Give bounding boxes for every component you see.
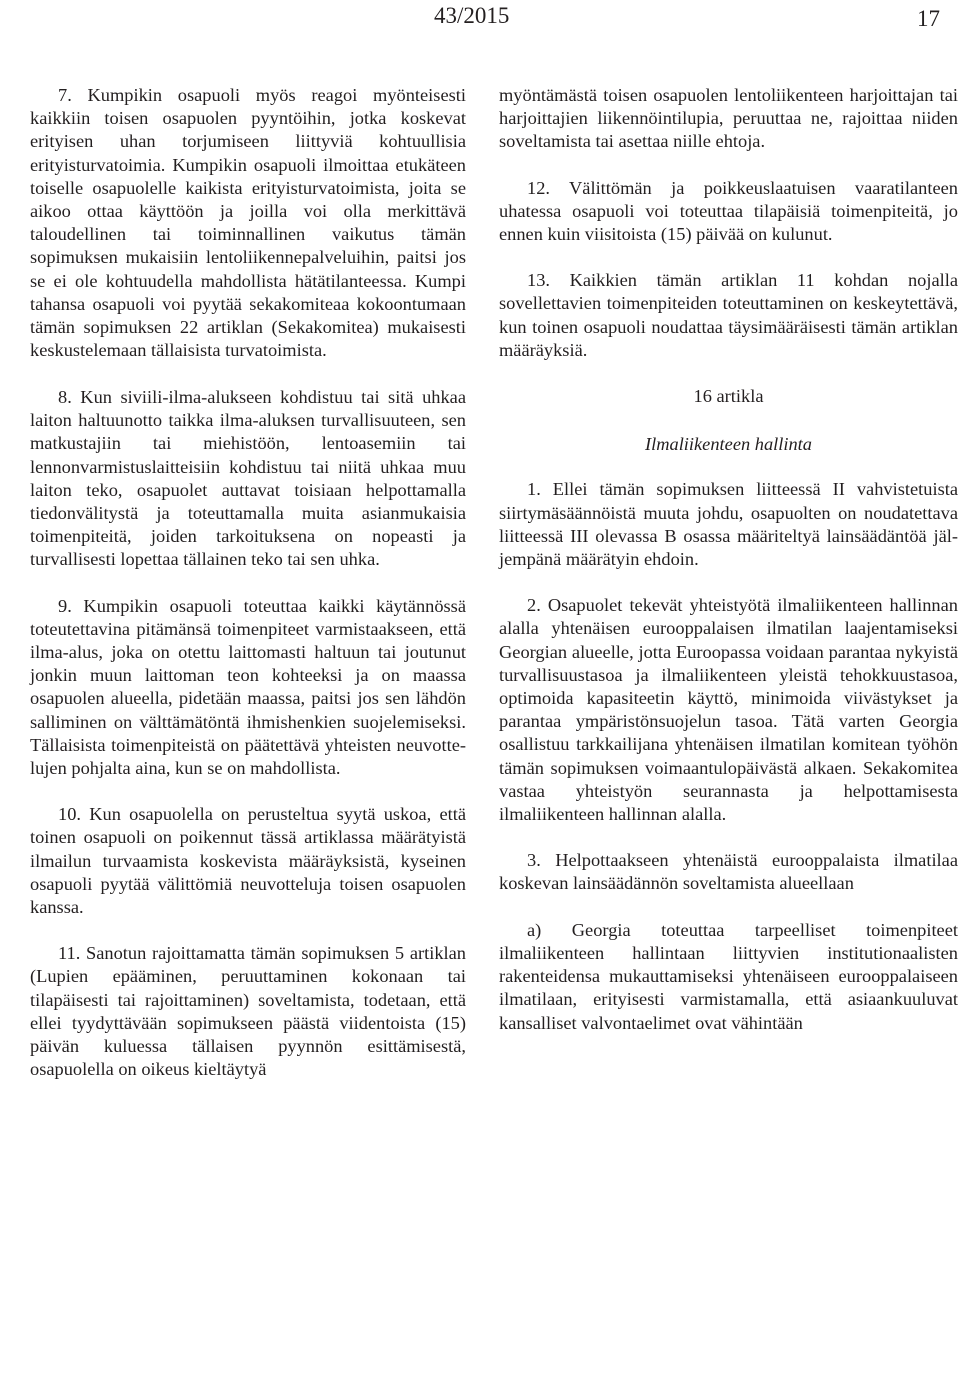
right-column — [499, 84, 958, 1058]
paragraph-13: 13. Kaikkien tämän artiklan 11 kohdan nojalla sovellettavien toimenpiteiden toteuttaminen on keskeytettävä, kun toinen osapuoli noudattaa täysimääräisesti tämän artiklan määräyksiä. — [499, 270, 958, 360]
page-header — [0, 0, 960, 40]
paragraph-11-continued: myöntämästä toisen osapuolen lentoliikenteen harjoittajan tai harjoittajien liikennöintilupia, peruuttaa ne, rajoittaa niiden soveltamista tai asettaa niille ehtoja. — [499, 85, 958, 152]
issue-number: 43/2015 — [434, 3, 510, 28]
paragraph-12: 12. Välittömän ja poikkeuslaatuisen vaaratilanteen uhatessa osapuoli voi toteuttaa tilapäisiä toimenpiteitä, jo ennen kuin viisitoista (15) päivää on kulunut. — [499, 177, 958, 245]
article-16-paragraph-3: 3. Helpottaakseen yhtenäistä eurooppalaista ilmatilaa koskevan lainsäädännön soveltamista alueellaan — [499, 850, 958, 894]
article-16-paragraph-2: 2. Osapuolet tekevät yhteistyötä ilmaliikenteen hallinnan alalla yhtenäisen eurooppalaisen ilmatilan laajentamiseksi Georgian alueelle, jotta Euroopassa voidaan parantaa nykyistä turvallisuustasoa ja ilmaliikenteen yleistä tehokkuustasoa, optimoida kapasiteetin käyttö, minimoida viivästykset ja parantaa ympäristönsuojelun tasoa. Tätä varten Georgia osallistuu tarkkailijana yhtenäisen ilmatilan komitean työhön tämän sopimuksen voimaantulopäivästä alkaen. Sekakomitea vastaa yhteistyön seurannasta ja helpottamisesta ilmaliikenteen hallinnan alalla. — [499, 595, 958, 825]
paragraph-11: 11. Sanotun rajoittamatta tämän sopimuksen 5 artiklan (Lupien epääminen, peruuttaminen kokonaan tai tilapäisesti tai rajoittaminen) soveltamista, todetaan, että ellei tyydyttävään sopimukseen päästä viidentoista (15) päivän kuluessa tällaisen pyynnön esittämisestä, osapuolella on oikeus kieltäytyä — [30, 943, 466, 1080]
paragraph-10: 10. Kun osapuolella on perusteltua syytä uskoa, että toinen osapuoli on poikennut tässä artiklassa määrätyistä ilmailun turvaamista koskevista määräyksistä, kyseinen osapuoli pyytää välittömiä neuvotteluja toisen osapuolen kanssa. — [30, 804, 466, 917]
article-16-paragraph-1: 1. Ellei tämän sopimuksen liitteessä II vahvistetuista siirtymäsäännöistä muuta johdu, osapuolten on noudatettava liitteessä III olevassa B osassa määriteltyä lainsäädäntöä jäljempänä määrätyin ehdoin. — [499, 479, 958, 570]
paragraph-7: 7. Kumpikin osapuoli myös reagoi myönteisesti kaikkiin toisen osapuolen pyyntöihin, jotka koskevat erityisen uhan torjumiseen liittyviä kohtuullisia erityisturvatoimia. Kumpikin osapuoli ilmoittaa etukäteen toiselle osapuolelle kaikista erityisturvatoimista, joita se aikoo ottaa käyttöön ja joilla voi olla merkittävä taloudellinen tai toiminnallinen vaikutus tämän sopimuksen mukaisiin lentoliikennepalveluihin, paitsi jos se ei ole kohtuudella mahdollista hätätilanteessa. Kumpi tahansa osapuoli voi pyytää sekakomiteaa kokoontumaan tämän sopimuksen 22 artiklan (Sekakomitea) mukaisesti keskustelemaan tällaisista turvatoimista. — [30, 85, 466, 361]
article-title: Ilmaliikenteen hallinta — [644, 434, 812, 455]
article-16-paragraph-3a: a) Georgia toteuttaa tarpeelliset toimenpiteet ilmaliikenteen hallintaan liittyvien institutionaalisten rakenteidensa mukauttamiseksi yhtenäiseen eurooppalaiseen ilmatilaan, erityisesti varmistamalla, että asiaankuuluvat kansalliset valvontaelimet ovat vähintään — [499, 919, 958, 1033]
page-number: 17 — [917, 6, 940, 31]
left-column — [30, 84, 466, 1104]
article-heading: 16 artikla — [693, 386, 764, 407]
paragraph-8: 8. Kun siviili-ilma-alukseen kohdistuu tai sitä uhkaa laiton haltuunotto taikka ilma-aluksen turvallisuuteen, sen matkustajiin tai miehistöön, lentoasemiin tai lennonvarmistuslaitteisiin kohdistuu tai niitä uhkaa muu laiton teko, osapuolet auttavat toisiaan helpottamalla tiedonvälitystä ja toteuttamalla muita asianmukaisia toimenpiteitä, joiden tarkoituksena on nopeasti ja turvallisesti lopettaa tällainen teko tai sen uhka. — [30, 386, 466, 570]
paragraph-9: 9. Kumpikin osapuoli toteuttaa kaikki käytännössä toteutettavina pitämänsä toimenpiteet varmistaakseen, että ilma-alus, joka on otettu laittomasti haltuun tai joutunut jonkin muun laittoman teon kohteeksi ja on maassa osapuolen alueella, pidetään maassa, paitsi jos sen lähdön salliminen on välttämätöntä ihmishenkien suojelemiseksi. Tällaisista toimenpiteistä on päätettävä yhteisten neuvottelujen pohjalta aina, kun se on mahdollista. — [30, 595, 466, 778]
